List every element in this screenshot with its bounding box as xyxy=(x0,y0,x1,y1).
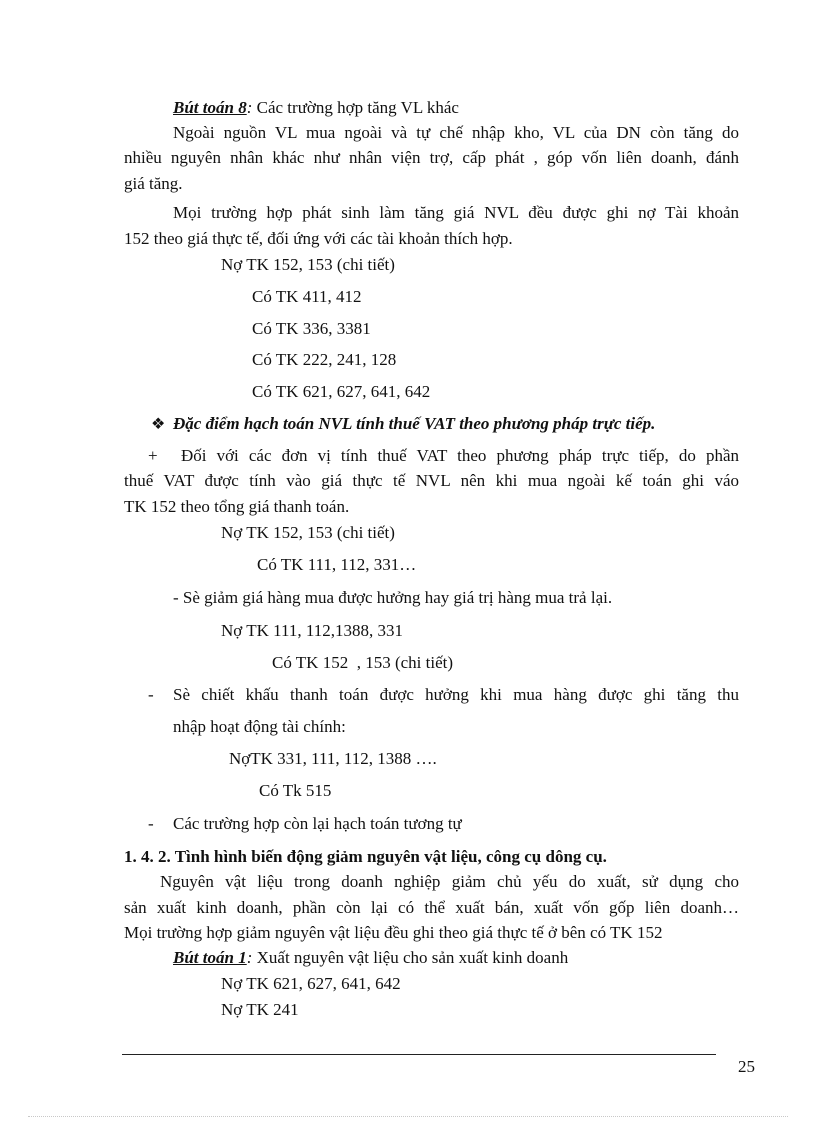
debit-line: Nợ TK 621, 627, 641, 642 xyxy=(221,974,401,993)
footer-rule xyxy=(122,1054,716,1055)
paragraph-line: giá tăng. xyxy=(124,174,183,193)
section-heading-142: 1. 4. 2. Tình hình biến động giảm nguyên vật liệu, công cụ dông cụ. xyxy=(124,847,607,866)
dash-marker: - xyxy=(148,814,154,833)
page-number: 25 xyxy=(738,1057,755,1076)
dash-item-line: Sè chiết khấu thanh toán được hưởng khi mua hàng được ghi tăng thu xyxy=(173,685,739,704)
credit-line: Có TK 152 , 153 (chi tiết) xyxy=(272,653,453,672)
paragraph-line: Đối với các đơn vị tính thuế VAT theo phương pháp trực tiếp, do phần xyxy=(181,446,739,465)
entry-heading-1 xyxy=(173,947,568,969)
entry-colon: : xyxy=(246,948,253,967)
entry-colon: : xyxy=(246,98,253,117)
dash-item-line: Các trường hợp còn lại hạch toán tương tự xyxy=(173,814,462,833)
credit-line: Có TK 411, 412 xyxy=(252,287,362,306)
paragraph-line: 152 theo giá thực tế, đối ứng với các tài khoản thích hợp. xyxy=(124,229,513,248)
dash-item-line: nhập hoạt động tài chính: xyxy=(173,717,346,736)
page-bottom-dotted-edge xyxy=(28,1116,788,1117)
paragraph-line: sản xuất kinh doanh, phần còn lại có thể xuất bán, xuất vốn gốp liên doanh… xyxy=(124,898,739,917)
debit-line: Nợ TK 152, 153 (chi tiết) xyxy=(221,523,395,542)
credit-line: Có TK 222, 241, 128 xyxy=(252,350,397,369)
paragraph-line: nhiều nguyên nhân khác như nhân viện trợ, cấp phát , góp vốn liên doanh, đánh xyxy=(124,148,739,167)
paragraph-line: Mọi trường hợp giảm nguyên vật liệu đều ghi theo giá thực tế ở bên có TK 152 xyxy=(124,923,663,942)
credit-line: Có TK 621, 627, 641, 642 xyxy=(252,382,431,401)
section-heading-vat xyxy=(151,413,655,435)
paragraph-line: Nguyên vật liệu trong doanh nghiệp giảm chủ yếu do xuất, sử dụng cho xyxy=(160,872,739,891)
paragraph-line: Ngoài nguồn VL mua ngoài và tự chế nhập kho, VL của DN còn tăng do xyxy=(173,123,739,142)
debit-line: Nợ TK 241 xyxy=(221,1000,299,1019)
credit-line: Có TK 111, 112, 331… xyxy=(257,555,417,574)
entry-heading-8 xyxy=(173,97,459,119)
entry-label: Bút toán 8 xyxy=(173,98,247,117)
debit-line: Nợ TK 152, 153 (chi tiết) xyxy=(221,255,395,274)
entry-title: Các trường hợp tăng VL khác xyxy=(252,98,459,117)
credit-line: Có Tk 515 xyxy=(259,781,332,800)
paragraph-line: thuế VAT được tính vào giá thực tế NVL nên khi mua ngoài kế toán ghi váo xyxy=(124,471,739,490)
paragraph-line: Mọi trường hợp phát sinh làm tăng giá NVL đều được ghi nợ Tài khoản xyxy=(173,203,739,222)
dash-marker: - xyxy=(148,685,154,704)
paragraph-line: TK 152 theo tổng giá thanh toán. xyxy=(124,497,350,516)
debit-line: NợTK 331, 111, 112, 1388 …. xyxy=(229,749,437,768)
entry-title: Xuất nguyên vật liệu cho sản xuất kinh doanh xyxy=(252,948,569,967)
credit-line: Có TK 336, 3381 xyxy=(252,319,371,338)
debit-line: Nợ TK 111, 112,1388, 331 xyxy=(221,621,403,640)
plus-marker: + xyxy=(148,446,158,465)
section-heading-text: Đặc điểm hạch toán NVL tính thuế VAT theo phương pháp trực tiếp. xyxy=(173,414,656,433)
entry-label: Bút toán 1 xyxy=(173,948,247,967)
dash-item: - Sè giảm giá hàng mua được hưởng hay giá trị hàng mua trả lại. xyxy=(173,588,613,607)
diamond-bullet-icon: ❖ xyxy=(151,416,166,433)
